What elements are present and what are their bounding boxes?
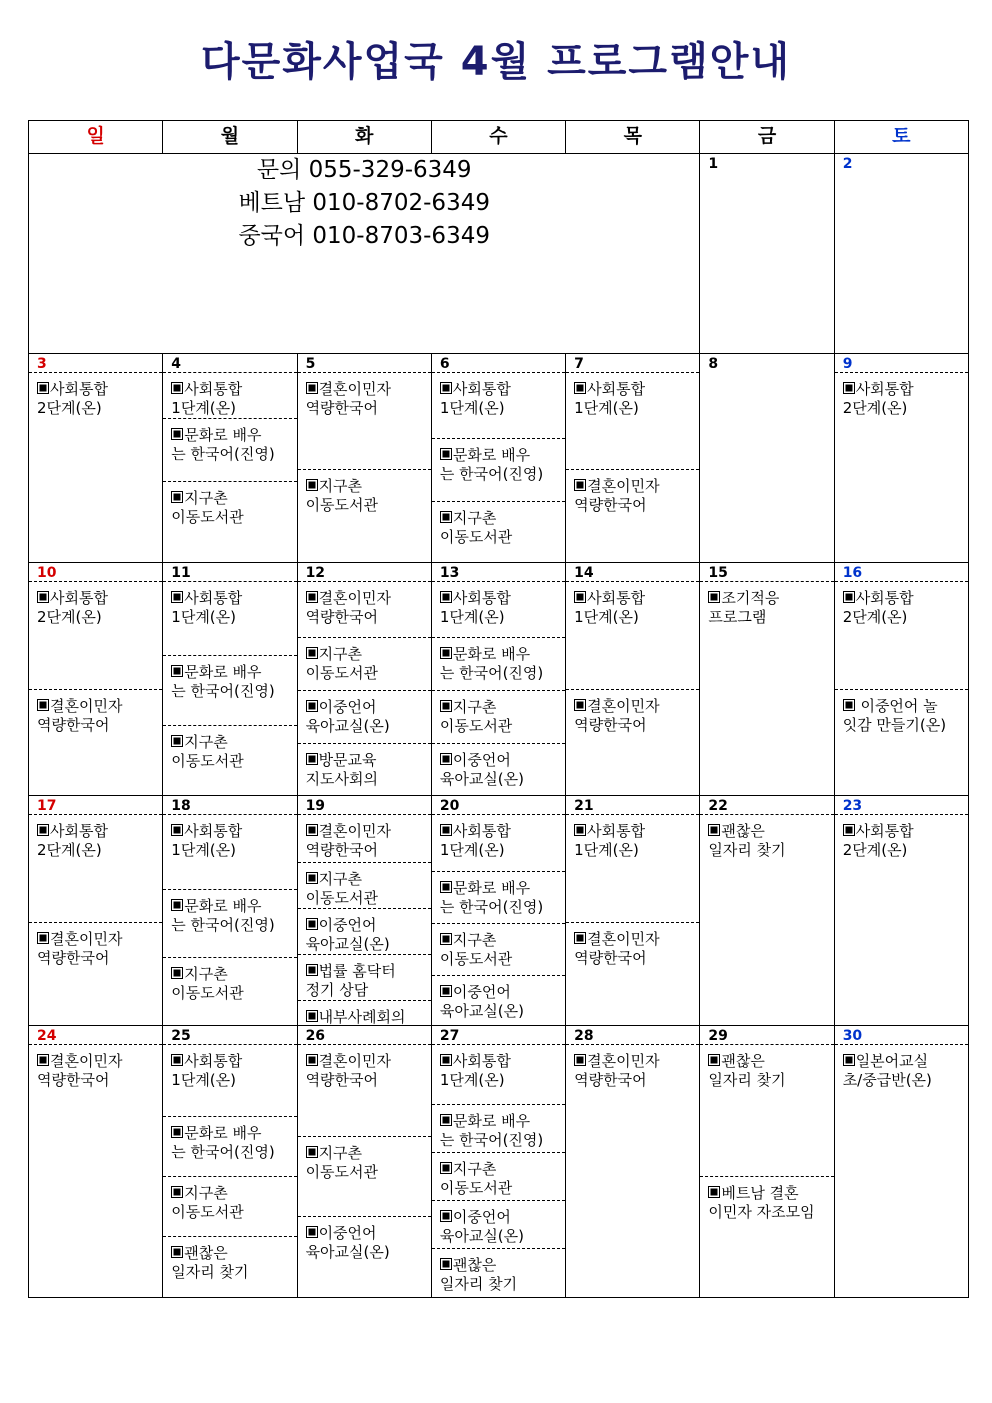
event-label: 결혼이민자 역량한국어 <box>37 1052 123 1089</box>
event-label: 문화로 배우 는 한국어(진영) <box>439 446 544 483</box>
checkbox-square-icon <box>708 1186 720 1198</box>
contact-line-vietnamese: 베트남 010-8702-6349 <box>238 190 490 216</box>
event-item <box>163 1236 296 1297</box>
event-label: 결혼이민자 역량한국어 <box>37 697 123 734</box>
checkbox-square-icon <box>440 881 452 893</box>
event-label: 결혼이민자 역량한국어 <box>305 589 392 626</box>
event-label: 결혼이민자 역량한국어 <box>305 1052 392 1089</box>
event-item <box>29 814 162 922</box>
event-item <box>298 469 431 562</box>
day-number: 26 <box>305 1028 326 1044</box>
day-cell <box>29 354 163 563</box>
event-label: 결혼이민자 역량한국어 <box>574 1052 660 1089</box>
event-item <box>700 1176 833 1297</box>
checkbox-square-icon <box>306 1010 318 1022</box>
checkbox-square-icon <box>440 824 452 836</box>
checkbox-square-icon <box>306 872 318 884</box>
checkbox-square-icon <box>37 591 49 603</box>
event-item <box>163 372 296 418</box>
weekday-sun: 일 <box>29 121 163 154</box>
day-cell <box>297 1026 431 1298</box>
event-item <box>566 372 699 469</box>
checkbox-square-icon <box>37 932 49 944</box>
event-item <box>163 655 296 725</box>
event-item <box>29 689 162 795</box>
day-number: 18 <box>171 798 191 814</box>
day-cell <box>700 563 834 796</box>
event-item <box>432 1248 565 1297</box>
event-label: 사회통합 1단계(온) <box>439 822 511 859</box>
event-item <box>432 975 565 1025</box>
day-number: 8 <box>708 356 719 372</box>
checkbox-square-icon <box>37 382 49 394</box>
weekday-thu: 목 <box>566 121 700 154</box>
day-cell <box>163 1026 297 1298</box>
event-item <box>432 690 565 743</box>
day-cell <box>566 354 700 563</box>
checkbox-square-icon <box>440 382 452 394</box>
checkbox-square-icon <box>171 735 183 747</box>
event-label: 괜찮은 일자리 찾기 <box>439 1256 518 1293</box>
checkbox-square-icon <box>440 700 452 712</box>
event-label: 이중언어 육아교실(온) <box>305 1224 390 1261</box>
event-item <box>29 1044 162 1297</box>
event-label: 사회통합 1단계(온) <box>171 822 243 859</box>
weekday-sat: 토 <box>834 121 968 154</box>
checkbox-square-icon <box>306 479 318 491</box>
event-label: 사회통합 1단계(온) <box>574 380 646 417</box>
day-cell <box>297 563 431 796</box>
checkbox-square-icon <box>171 665 183 677</box>
week-row-2 <box>29 563 969 796</box>
checkbox-square-icon <box>574 479 586 491</box>
event-label: 결혼이민자 역량한국어 <box>574 930 660 967</box>
weekday-tue: 화 <box>297 121 431 154</box>
day-cell <box>700 354 834 563</box>
event-item <box>835 1044 968 1297</box>
event-label: 방문교육 지도사회의 <box>305 751 379 788</box>
checkbox-square-icon <box>37 1054 49 1066</box>
checkbox-square-icon <box>440 647 452 659</box>
event-label: 문화로 배우 는 한국어(진영) <box>439 1112 544 1149</box>
event-item <box>298 814 431 862</box>
checkbox-square-icon <box>171 1054 183 1066</box>
weekday-fri: 금 <box>700 121 834 154</box>
event-item <box>298 862 431 908</box>
event-label: 괜찮은 일자리 찾기 <box>708 1052 786 1089</box>
event-item <box>163 418 296 481</box>
day-cell <box>834 563 968 796</box>
event-label: 지구촌 이동도서관 <box>171 965 244 1002</box>
day-number: 4 <box>171 356 182 372</box>
event-label: 이중언어 육아교실(온) <box>305 916 390 953</box>
page-title: 다문화사업국 4월 프로그램안내 <box>200 39 791 85</box>
checkbox-square-icon <box>843 824 855 836</box>
checkbox-square-icon <box>440 448 452 460</box>
event-item <box>566 814 699 922</box>
checkbox-square-icon <box>440 591 452 603</box>
day-number: 21 <box>574 798 594 814</box>
event-label: 사회통합 1단계(온) <box>171 589 243 626</box>
checkbox-square-icon <box>708 591 720 603</box>
event-label: 이중언어 놀 잇감 만들기(온) <box>842 697 947 734</box>
event-label: 이중언어 육아교실(온) <box>439 751 524 788</box>
day-cell <box>29 796 163 1026</box>
event-label: 이중언어 육아교실(온) <box>305 698 390 735</box>
checkbox-square-icon <box>171 382 183 394</box>
event-label: 문화로 배우 는 한국어(진영) <box>439 645 544 682</box>
event-item <box>29 922 162 1025</box>
checkbox-square-icon <box>574 932 586 944</box>
checkbox-square-icon <box>574 699 586 711</box>
checkbox-square-icon <box>708 824 720 836</box>
event-item <box>566 469 699 562</box>
event-label: 괜찮은 일자리 찾기 <box>708 822 786 859</box>
event-item <box>298 1216 431 1297</box>
day-number: 2 <box>842 156 853 172</box>
event-item <box>700 814 833 1025</box>
checkbox-square-icon <box>306 824 318 836</box>
event-label: 사회통합 1단계(온) <box>439 1052 511 1089</box>
event-item <box>835 581 968 689</box>
checkbox-square-icon <box>708 1054 720 1066</box>
checkbox-square-icon <box>440 985 452 997</box>
weekday-wed: 수 <box>431 121 565 154</box>
event-label: 결혼이민자 역량한국어 <box>574 697 660 734</box>
event-item <box>566 1044 699 1297</box>
checkbox-square-icon <box>306 382 318 394</box>
day-number: 20 <box>439 798 460 814</box>
event-item <box>432 581 565 637</box>
event-label: 내부사례회의 <box>318 1008 406 1025</box>
checkbox-square-icon <box>440 1258 452 1270</box>
day-number: 15 <box>708 565 728 581</box>
event-item <box>835 372 968 546</box>
event-label: 문화로 배우 는 한국어(진영) <box>171 663 275 700</box>
checkbox-square-icon <box>440 1210 452 1222</box>
day-cell <box>700 1026 834 1298</box>
event-label: 사회통합 1단계(온) <box>574 589 646 626</box>
event-item <box>835 814 968 1025</box>
checkbox-square-icon <box>171 1126 183 1138</box>
event-item <box>432 438 565 501</box>
event-label: 조기적응 프로그램 <box>708 589 780 626</box>
event-label: 지구촌 이동도서관 <box>439 1160 513 1197</box>
event-label: 법률 홈닥터 정기 상담 <box>305 962 396 999</box>
checkbox-square-icon <box>440 1114 452 1126</box>
checkbox-square-icon <box>306 753 318 765</box>
event-label: 지구촌 이동도서관 <box>171 733 244 770</box>
event-label: 결혼이민자 역량한국어 <box>37 930 123 967</box>
event-item <box>432 871 565 923</box>
event-item <box>432 372 565 438</box>
checkbox-square-icon <box>574 591 586 603</box>
event-label: 지구촌 이동도서관 <box>305 477 379 514</box>
day-number: 19 <box>305 798 326 814</box>
day-number: 6 <box>439 356 450 372</box>
day-number: 5 <box>305 356 316 372</box>
day-cell <box>163 563 297 796</box>
event-item <box>163 889 296 957</box>
event-item <box>432 923 565 975</box>
event-item <box>566 922 699 1025</box>
event-label: 사회통합 1단계(온) <box>171 380 243 417</box>
event-label: 문화로 배우 는 한국어(진영) <box>171 1124 275 1161</box>
day-number: 1 <box>708 156 719 172</box>
event-item <box>432 1044 565 1104</box>
day-cell <box>431 1026 565 1298</box>
checkbox-square-icon <box>306 1054 318 1066</box>
event-item <box>432 501 565 562</box>
day-cell <box>834 1026 968 1298</box>
day-cell <box>431 354 565 563</box>
checkbox-square-icon <box>440 511 452 523</box>
event-label: 사회통합 1단계(온) <box>171 1052 243 1089</box>
event-label: 문화로 배우 는 한국어(진영) <box>439 879 544 916</box>
event-item <box>163 1044 296 1116</box>
event-label: 지구촌 이동도서관 <box>439 931 513 968</box>
checkbox-square-icon <box>440 1162 452 1174</box>
weekday-header-row <box>29 121 969 154</box>
event-label: 문화로 배우 는 한국어(진영) <box>171 897 275 934</box>
day-cell <box>834 354 968 563</box>
event-item <box>432 1152 565 1200</box>
checkbox-square-icon <box>440 933 452 945</box>
day-number: 27 <box>439 1028 460 1044</box>
week-row-0 <box>29 154 969 354</box>
day-cell <box>431 563 565 796</box>
checkbox-square-icon <box>306 1146 318 1158</box>
event-label: 사회통합 1단계(온) <box>439 589 511 626</box>
day-cell <box>700 154 834 354</box>
checkbox-square-icon <box>171 899 183 911</box>
checkbox-square-icon <box>171 824 183 836</box>
day-cell <box>431 796 565 1026</box>
checkbox-square-icon <box>171 1246 183 1258</box>
checkbox-square-icon <box>306 1226 318 1238</box>
day-cell <box>29 563 163 796</box>
day-number: 25 <box>171 1028 191 1044</box>
week-row-3 <box>29 796 969 1026</box>
checkbox-square-icon <box>306 964 318 976</box>
day-number: 11 <box>171 565 191 581</box>
day-number: 16 <box>842 565 863 581</box>
day-number: 30 <box>842 1028 863 1044</box>
checkbox-square-icon <box>843 591 855 603</box>
day-cell <box>29 1026 163 1298</box>
event-item <box>298 1000 431 1025</box>
checkbox-square-icon <box>171 967 183 979</box>
checkbox-square-icon <box>843 382 855 394</box>
checkbox-square-icon <box>574 1054 586 1066</box>
event-item <box>298 372 431 469</box>
checkbox-square-icon <box>171 1186 183 1198</box>
event-label: 지구촌 이동도서관 <box>439 509 513 546</box>
day-number: 7 <box>574 356 584 372</box>
checkbox-square-icon <box>171 591 183 603</box>
week-row-1 <box>29 354 969 563</box>
event-item <box>298 690 431 743</box>
week-row-4 <box>29 1026 969 1298</box>
event-item <box>29 372 162 437</box>
event-label: 괜찮은 일자리 찾기 <box>171 1244 249 1281</box>
event-label: 결혼이민자 역량한국어 <box>305 380 392 417</box>
checkbox-square-icon <box>440 1054 452 1066</box>
event-item <box>163 481 296 542</box>
day-cell <box>163 796 297 1026</box>
event-label: 사회통합 2단계(온) <box>37 380 108 417</box>
event-item <box>432 1200 565 1248</box>
event-label: 지구촌 이동도서관 <box>171 1184 244 1221</box>
event-item <box>163 581 296 655</box>
day-cell <box>163 354 297 563</box>
event-item <box>432 814 565 871</box>
event-label: 결혼이민자 역량한국어 <box>305 822 392 859</box>
event-label: 사회통합 2단계(온) <box>37 822 108 859</box>
event-label: 베트남 결혼 이민자 자조모임 <box>708 1184 815 1221</box>
event-label: 사회통합 2단계(온) <box>37 589 108 626</box>
checkbox-square-icon <box>306 918 318 930</box>
event-item <box>566 689 699 795</box>
checkbox-square-icon <box>171 428 183 440</box>
day-number: 22 <box>708 798 728 814</box>
day-cell <box>566 796 700 1026</box>
day-cell <box>297 796 431 1026</box>
checkbox-square-icon <box>306 700 318 712</box>
event-item <box>163 1176 296 1236</box>
event-label: 문화로 배우 는 한국어(진영) <box>171 426 275 463</box>
event-label: 지구촌 이동도서관 <box>305 1144 379 1181</box>
day-number: 14 <box>574 565 594 581</box>
day-cell <box>566 563 700 796</box>
day-number: 3 <box>37 356 47 372</box>
event-item <box>163 814 296 889</box>
day-cell <box>297 354 431 563</box>
day-number: 10 <box>37 565 57 581</box>
checkbox-square-icon <box>843 1054 855 1066</box>
day-cell <box>834 154 968 354</box>
event-item <box>29 581 162 689</box>
event-item <box>298 1044 431 1136</box>
event-label: 사회통합 2단계(온) <box>842 589 914 626</box>
day-number: 9 <box>842 356 853 372</box>
event-item <box>566 581 699 689</box>
day-number: 28 <box>574 1028 594 1044</box>
checkbox-square-icon <box>171 491 183 503</box>
event-label: 사회통합 2단계(온) <box>842 822 914 859</box>
event-item <box>432 637 565 690</box>
contact-info <box>29 154 700 354</box>
event-item <box>432 1104 565 1152</box>
event-label: 이중언어 육아교실(온) <box>439 983 524 1020</box>
weekday-mon: 월 <box>163 121 297 154</box>
day-cell <box>566 1026 700 1298</box>
day-number: 29 <box>708 1028 728 1044</box>
event-label: 지구촌 이동도서관 <box>305 645 379 682</box>
event-item <box>298 581 431 637</box>
checkbox-square-icon <box>574 382 586 394</box>
event-item <box>163 957 296 1025</box>
contact-line-chinese: 중국어 010-8703-6349 <box>238 223 490 249</box>
event-label: 지구촌 이동도서관 <box>439 698 513 735</box>
day-number: 13 <box>439 565 460 581</box>
checkbox-square-icon <box>843 699 855 711</box>
event-label: 지구촌 이동도서관 <box>171 489 244 526</box>
event-label: 지구촌 이동도서관 <box>305 870 379 907</box>
event-item <box>163 1116 296 1176</box>
event-item <box>298 954 431 1000</box>
event-label: 사회통합 2단계(온) <box>842 380 914 417</box>
event-item <box>700 581 833 795</box>
day-number: 17 <box>37 798 57 814</box>
contact-line-inquiry: 문의 055-329-6349 <box>256 157 472 183</box>
day-number: 23 <box>842 798 863 814</box>
event-item <box>432 743 565 795</box>
day-cell <box>700 796 834 1026</box>
event-label: 이중언어 육아교실(온) <box>439 1208 524 1245</box>
checkbox-square-icon <box>306 647 318 659</box>
checkbox-square-icon <box>37 699 49 711</box>
event-item <box>298 1136 431 1216</box>
checkbox-square-icon <box>306 591 318 603</box>
calendar-table <box>28 120 969 1298</box>
checkbox-square-icon <box>37 824 49 836</box>
event-label: 사회통합 1단계(온) <box>439 380 511 417</box>
event-label: 사회통합 1단계(온) <box>574 822 646 859</box>
checkbox-square-icon <box>574 824 586 836</box>
event-label: 일본어교실 초/중급반(온) <box>842 1052 932 1089</box>
day-cell <box>834 796 968 1026</box>
event-item <box>163 725 296 795</box>
checkbox-square-icon <box>440 753 452 765</box>
day-number: 12 <box>305 565 326 581</box>
event-item <box>298 743 431 795</box>
event-label: 결혼이민자 역량한국어 <box>574 477 660 514</box>
event-item <box>700 1044 833 1176</box>
day-number: 24 <box>37 1028 57 1044</box>
event-item <box>298 637 431 690</box>
event-item <box>298 908 431 954</box>
event-item <box>835 689 968 795</box>
